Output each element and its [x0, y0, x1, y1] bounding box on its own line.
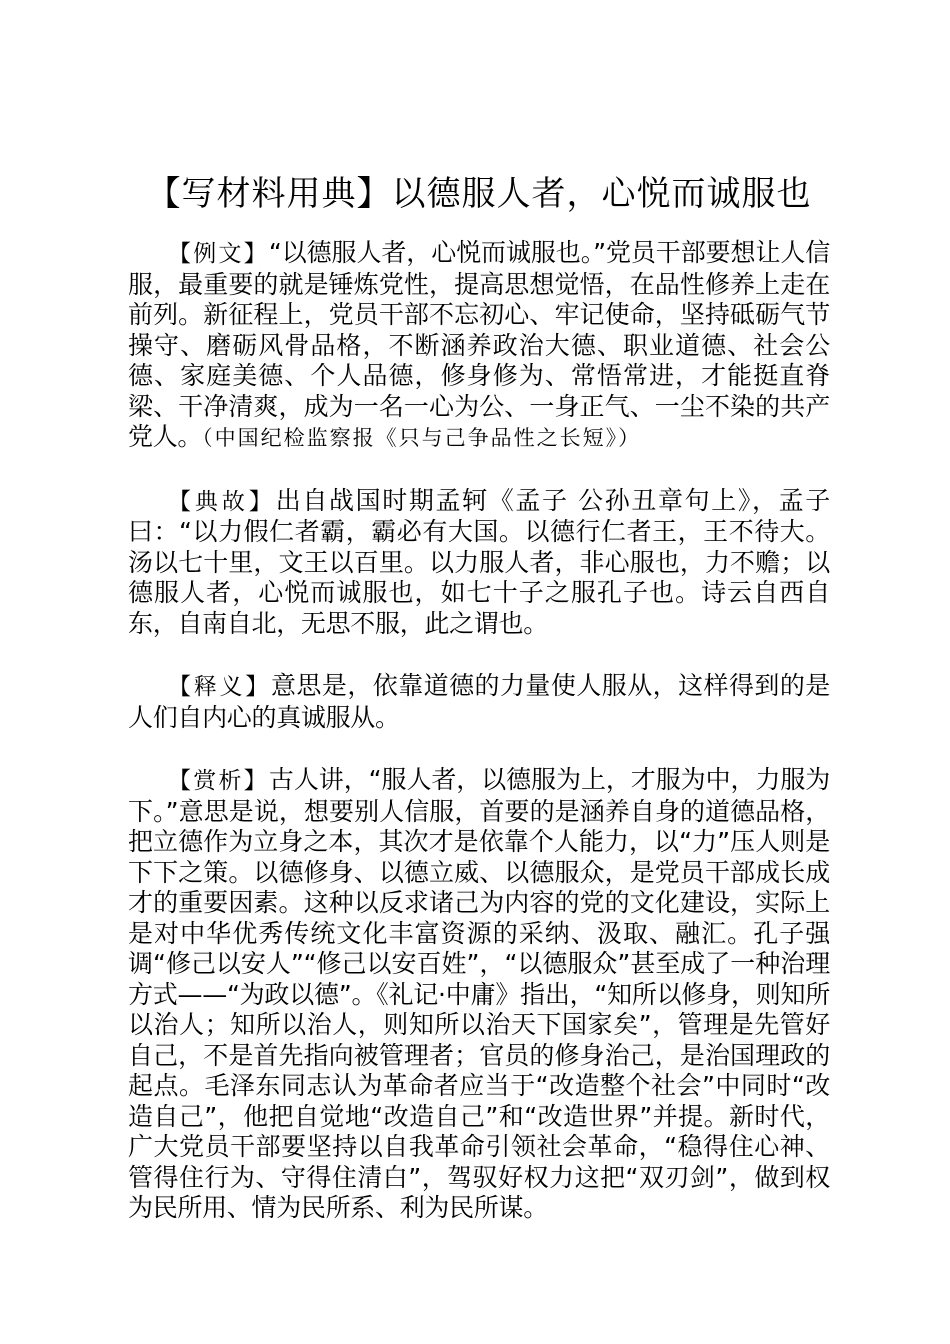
document-title: 【写材料用典】以德服人者，心悦而诚服也	[146, 174, 812, 214]
appreciation-tag: 【赏析】	[168, 768, 269, 794]
allusion-paragraph	[128, 486, 830, 640]
appreciation-paragraph	[128, 765, 830, 1224]
example-tag: 【例文】	[168, 241, 269, 267]
allusion-tag: 【典故】	[168, 488, 276, 515]
example-source: （中国纪检监察报《只与己争品性之长短》）	[202, 426, 642, 450]
appreciation-text: 古人讲，“服人者，以德服为上，才服为中，力服为下。”意思是说，想要别人信服，首要的是涵养自身的道德品格，把立德作为立身之本，其次才是依靠个人能力，以“力”压人则是下下之策。以德修身、以德立威、以德服众，是党员干部成长成才的重要因素。这种以反求诸己为内容的党的文化建设，实际上是对中华优秀传统文化丰富资源的采纳、汲取、融汇。孔子强调“修己以安人”“修己以安百姓”，“以德服众”甚至成了一种治理方式——“为政以德”。《礼记·中庸》指出，“知所以修身，则知所以治人；知所以治人，则知所以治天下国家矣”，管理是先管好自己，不是首先指向被管理者；官员的修身治己，是治国理政的起点。毛泽东同志认为革命者应当于“改造整个社会”中同时“改造自己”，他把自觉地“改造自己”和“改造世界”并提。新时代，广大党员干部要坚持以自我革命引领社会革命，“稳得住心神、管得住行为、守得住清白”，驾驭好权力这把“双刃剑”，做到权为民所用、情为民所系、利为民所谋。	[128, 765, 830, 1222]
meaning-tag: 【释义】	[168, 674, 271, 700]
allusion-text: 出自战国时期孟轲《孟子 公孙丑章句上》，孟子曰：“以力假仁者霸，霸必有大国。以德行仁者王，王不待大。汤以七十里，文王以百里。以力服人者，非心服也，力不赡；以德服人者，心悦而诚服也，如七十子之服孔子也。诗云自西自东，自南自北，无思不服，此之谓也。	[128, 485, 830, 638]
meaning-text: 意思是，依靠道德的力量使人服从，这样得到的是人们自内心的真诚服从。	[128, 671, 831, 732]
meaning-paragraph	[128, 671, 830, 733]
example-text: “以德服人者，心悦而诚服也。”党员干部要想让人信服，最重要的就是锤炼党性，提高思想觉悟，在品性修养上走在前列。新征程上，党员干部不忘初心、牢记使命，坚持砥砺气节操守、磨砺风骨品格，不断涵养政治大德、职业道德、社会公德、家庭美德、个人品德，修身修为、常悟常进，才能挺直脊梁、干净清爽，成为一名一心为公、一身正气、一尘不染的共产党人。	[128, 238, 830, 451]
example-paragraph	[128, 238, 830, 454]
